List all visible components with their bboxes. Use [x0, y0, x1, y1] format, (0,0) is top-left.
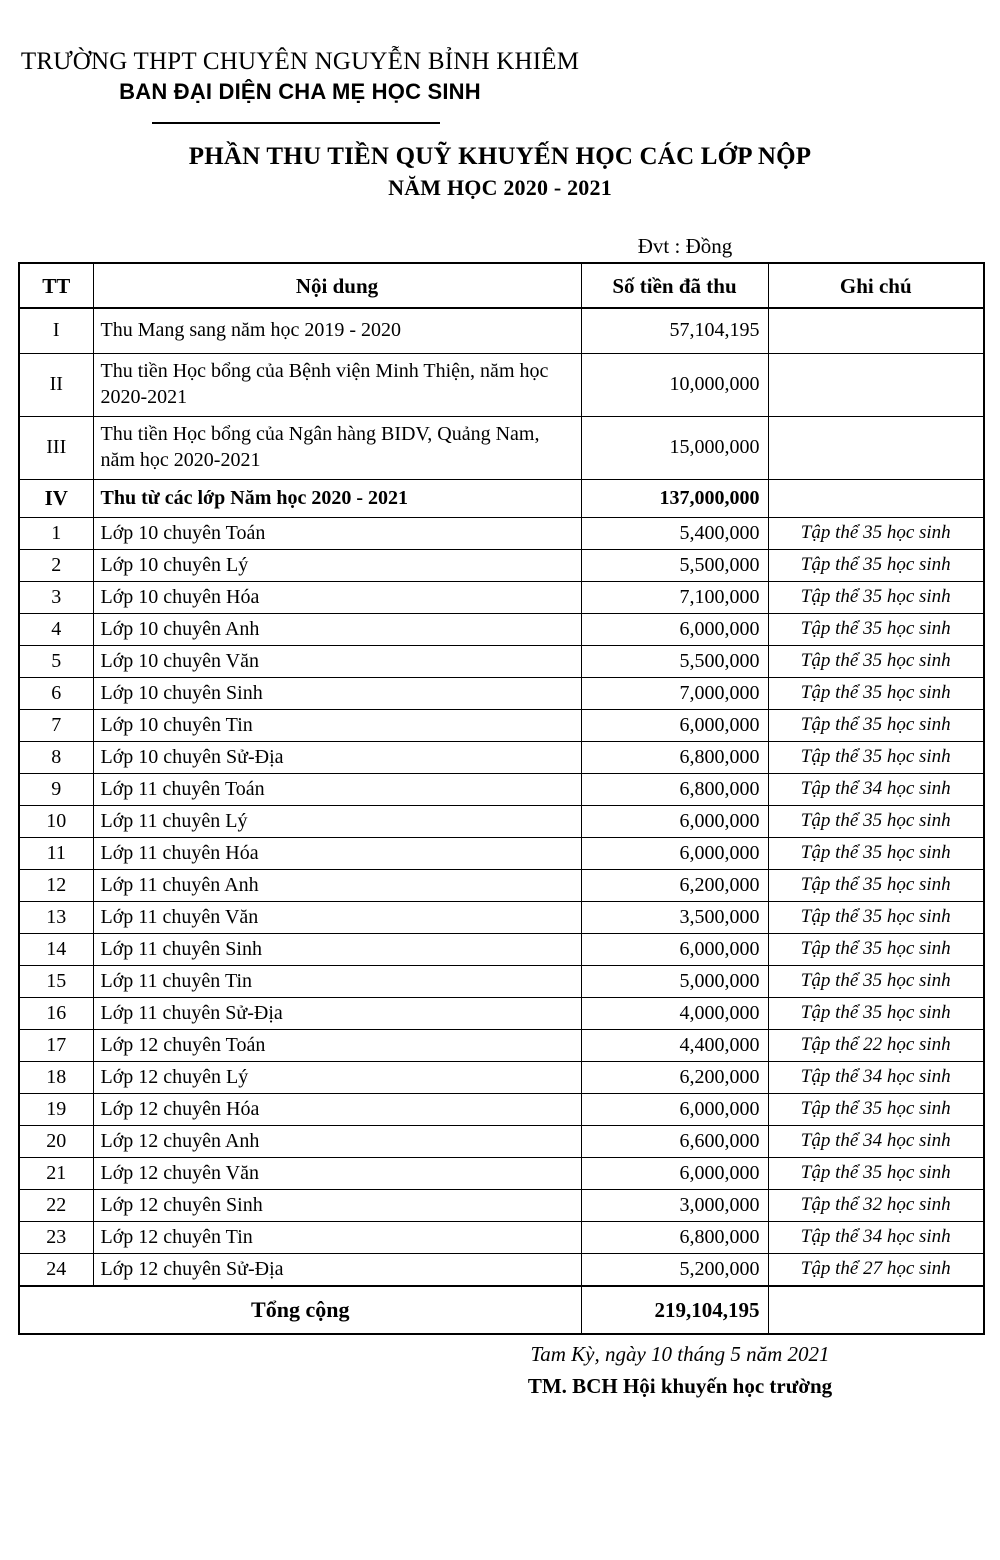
column-header-amount: Số tiền đã thu	[581, 263, 768, 308]
row-amount-cell: 6,800,000	[581, 774, 768, 806]
column-header-note: Ghi chú	[768, 263, 984, 308]
row-content-cell: Lớp 10 chuyên Anh	[93, 614, 581, 646]
row-index-cell: 8	[19, 742, 93, 774]
row-index-cell: 4	[19, 614, 93, 646]
row-index-cell: 16	[19, 998, 93, 1030]
row-content-cell: Lớp 11 chuyên Toán	[93, 774, 581, 806]
table-row	[19, 480, 984, 518]
column-header-tt: TT	[19, 263, 93, 308]
row-content-cell: Lớp 11 chuyên Lý	[93, 806, 581, 838]
row-index-cell: 9	[19, 774, 93, 806]
row-note-cell: Tập thể 35 học sinh	[768, 710, 984, 742]
row-note-cell: Tập thể 35 học sinh	[768, 614, 984, 646]
row-content-cell: Lớp 12 chuyên Toán	[93, 1030, 581, 1062]
row-amount-cell: 4,000,000	[581, 998, 768, 1030]
table-row	[19, 417, 984, 480]
table-foot	[19, 1286, 984, 1334]
row-amount-cell: 15,000,000	[581, 417, 768, 480]
row-note-cell	[768, 354, 984, 417]
document-title	[0, 142, 1000, 201]
row-note-cell: Tập thể 35 học sinh	[768, 966, 984, 998]
row-amount-cell: 6,000,000	[581, 1158, 768, 1190]
table-row	[19, 710, 984, 742]
row-index-cell: 1	[19, 518, 93, 550]
row-index-cell: 6	[19, 678, 93, 710]
signature-block	[420, 1340, 940, 1401]
table-row	[19, 1254, 984, 1287]
row-note-cell	[768, 480, 984, 518]
table-row	[19, 806, 984, 838]
signature-role: TM. BCH Hội khuyến học trường	[527, 1374, 833, 1399]
table-row	[19, 518, 984, 550]
row-amount-cell: 6,000,000	[581, 710, 768, 742]
row-index-cell: III	[19, 417, 93, 480]
row-note-cell: Tập thể 34 học sinh	[768, 1222, 984, 1254]
row-index-cell: 22	[19, 1190, 93, 1222]
row-amount-cell: 5,200,000	[581, 1254, 768, 1287]
row-content-cell: Lớp 12 chuyên Văn	[93, 1158, 581, 1190]
row-content-cell: Thu Mang sang năm học 2019 - 2020	[93, 308, 581, 354]
row-note-cell: Tập thể 34 học sinh	[768, 1126, 984, 1158]
column-header-content: Nội dung	[93, 263, 581, 308]
row-amount-cell: 5,000,000	[581, 966, 768, 998]
row-content-cell: Thu từ các lớp Năm học 2020 - 2021	[93, 480, 581, 518]
table-head	[19, 263, 984, 308]
row-content-cell: Lớp 11 chuyên Hóa	[93, 838, 581, 870]
table-row	[19, 1062, 984, 1094]
row-index-cell: 24	[19, 1254, 93, 1287]
table-row	[19, 308, 984, 354]
row-note-cell: Tập thể 35 học sinh	[768, 518, 984, 550]
table-row	[19, 1190, 984, 1222]
row-note-cell: Tập thể 35 học sinh	[768, 902, 984, 934]
row-note-cell: Tập thể 22 học sinh	[768, 1030, 984, 1062]
row-amount-cell: 5,400,000	[581, 518, 768, 550]
table-row	[19, 614, 984, 646]
table-row	[19, 902, 984, 934]
row-note-cell: Tập thể 35 học sinh	[768, 934, 984, 966]
row-content-cell: Lớp 11 chuyên Sử-Địa	[93, 998, 581, 1030]
row-index-cell: 5	[19, 646, 93, 678]
row-content-cell: Lớp 11 chuyên Sinh	[93, 934, 581, 966]
row-amount-cell: 6,000,000	[581, 806, 768, 838]
row-content-cell: Lớp 11 chuyên Văn	[93, 902, 581, 934]
row-index-cell: 2	[19, 550, 93, 582]
row-amount-cell: 7,100,000	[581, 582, 768, 614]
row-content-cell: Lớp 10 chuyên Lý	[93, 550, 581, 582]
table-row	[19, 934, 984, 966]
row-index-cell: 10	[19, 806, 93, 838]
row-amount-cell: 6,000,000	[581, 838, 768, 870]
row-amount-cell: 6,800,000	[581, 742, 768, 774]
row-content-cell: Lớp 11 chuyên Tin	[93, 966, 581, 998]
table-row	[19, 1094, 984, 1126]
row-note-cell: Tập thể 35 học sinh	[768, 838, 984, 870]
row-content-cell: Lớp 12 chuyên Hóa	[93, 1094, 581, 1126]
row-amount-cell: 137,000,000	[581, 480, 768, 518]
table-header-row	[19, 263, 984, 308]
page-title: PHẦN THU TIỀN QUỸ KHUYẾN HỌC CÁC LỚP NỘP	[188, 143, 812, 170]
row-index-cell: 15	[19, 966, 93, 998]
row-content-cell: Lớp 10 chuyên Sử-Địa	[93, 742, 581, 774]
row-amount-cell: 6,000,000	[581, 1094, 768, 1126]
row-content-cell: Lớp 12 chuyên Tin	[93, 1222, 581, 1254]
row-note-cell: Tập thể 35 học sinh	[768, 870, 984, 902]
row-amount-cell: 6,000,000	[581, 614, 768, 646]
currency-unit-note: Đvt : Đồng	[637, 234, 733, 258]
row-amount-cell: 7,000,000	[581, 678, 768, 710]
table-body	[19, 308, 984, 1286]
table-row	[19, 870, 984, 902]
row-amount-cell: 3,000,000	[581, 1190, 768, 1222]
row-amount-cell: 3,500,000	[581, 902, 768, 934]
board-name: BAN ĐẠI DIỆN CHA MẸ HỌC SINH	[119, 78, 481, 104]
row-amount-cell: 57,104,195	[581, 308, 768, 354]
row-index-cell: 23	[19, 1222, 93, 1254]
row-content-cell: Lớp 12 chuyên Anh	[93, 1126, 581, 1158]
row-note-cell: Tập thể 35 học sinh	[768, 806, 984, 838]
table-row	[19, 838, 984, 870]
row-note-cell	[768, 417, 984, 480]
fund-collection-table	[18, 262, 985, 1335]
table-row	[19, 678, 984, 710]
table-row	[19, 1030, 984, 1062]
row-content-cell: Lớp 11 chuyên Anh	[93, 870, 581, 902]
row-note-cell: Tập thể 27 học sinh	[768, 1254, 984, 1287]
row-index-cell: 11	[19, 838, 93, 870]
table-row	[19, 550, 984, 582]
row-index-cell: 7	[19, 710, 93, 742]
row-note-cell: Tập thể 35 học sinh	[768, 582, 984, 614]
row-note-cell: Tập thể 35 học sinh	[768, 678, 984, 710]
row-amount-cell: 4,400,000	[581, 1030, 768, 1062]
row-content-cell: Lớp 10 chuyên Toán	[93, 518, 581, 550]
table-row	[19, 646, 984, 678]
row-amount-cell: 6,800,000	[581, 1222, 768, 1254]
table-row	[19, 1222, 984, 1254]
row-amount-cell: 10,000,000	[581, 354, 768, 417]
row-content-cell: Lớp 10 chuyên Sinh	[93, 678, 581, 710]
row-note-cell: Tập thể 35 học sinh	[768, 742, 984, 774]
row-amount-cell: 6,200,000	[581, 870, 768, 902]
row-index-cell: 20	[19, 1126, 93, 1158]
row-note-cell: Tập thể 35 học sinh	[768, 646, 984, 678]
row-note-cell: Tập thể 35 học sinh	[768, 1094, 984, 1126]
row-note-cell: Tập thể 34 học sinh	[768, 774, 984, 806]
row-amount-cell: 5,500,000	[581, 550, 768, 582]
table-row	[19, 774, 984, 806]
row-index-cell: 18	[19, 1062, 93, 1094]
page-subtitle: NĂM HỌC 2020 - 2021	[388, 175, 612, 200]
table-row	[19, 742, 984, 774]
row-amount-cell: 6,200,000	[581, 1062, 768, 1094]
row-note-cell	[768, 308, 984, 354]
total-amount: 219,104,195	[581, 1286, 768, 1334]
row-content-cell: Lớp 12 chuyên Sử-Địa	[93, 1254, 581, 1287]
row-amount-cell: 6,000,000	[581, 934, 768, 966]
row-amount-cell: 5,500,000	[581, 646, 768, 678]
row-index-cell: 21	[19, 1158, 93, 1190]
row-content-cell: Lớp 12 chuyên Sinh	[93, 1190, 581, 1222]
total-label: Tổng cộng	[19, 1286, 581, 1334]
row-content-cell: Lớp 10 chuyên Hóa	[93, 582, 581, 614]
table-row	[19, 998, 984, 1030]
letterhead	[0, 48, 600, 104]
row-index-cell: 12	[19, 870, 93, 902]
row-index-cell: 3	[19, 582, 93, 614]
letterhead-underline	[152, 122, 440, 124]
row-note-cell: Tập thể 35 học sinh	[768, 998, 984, 1030]
row-index-cell: II	[19, 354, 93, 417]
board-name-wrap	[0, 79, 600, 104]
school-name: TRƯỜNG THPT CHUYÊN NGUYỄN BỈNH KHIÊM	[20, 48, 580, 75]
table-row	[19, 1158, 984, 1190]
row-note-cell: Tập thể 35 học sinh	[768, 550, 984, 582]
row-index-cell: 14	[19, 934, 93, 966]
table-row	[19, 1126, 984, 1158]
row-content-cell: Lớp 10 chuyên Văn	[93, 646, 581, 678]
row-index-cell: 19	[19, 1094, 93, 1126]
row-content-cell: Lớp 12 chuyên Lý	[93, 1062, 581, 1094]
row-note-cell: Tập thể 35 học sinh	[768, 1158, 984, 1190]
row-index-cell: I	[19, 308, 93, 354]
row-index-cell: 17	[19, 1030, 93, 1062]
row-amount-cell: 6,600,000	[581, 1126, 768, 1158]
total-note	[768, 1286, 984, 1334]
row-index-cell: IV	[19, 480, 93, 518]
row-content-cell: Thu tiền Học bổng của Ngân hàng BIDV, Quảng Nam, năm học 2020-2021	[93, 417, 581, 480]
table-row	[19, 354, 984, 417]
row-note-cell: Tập thể 32 học sinh	[768, 1190, 984, 1222]
table-row	[19, 582, 984, 614]
table-row	[19, 966, 984, 998]
signature-place-date: Tam Kỳ, ngày 10 tháng 5 năm 2021	[530, 1342, 830, 1366]
row-index-cell: 13	[19, 902, 93, 934]
total-row	[19, 1286, 984, 1334]
row-content-cell: Thu tiền Học bổng của Bệnh viện Minh Thiện, năm học 2020-2021	[93, 354, 581, 417]
row-note-cell: Tập thể 34 học sinh	[768, 1062, 984, 1094]
row-content-cell: Lớp 10 chuyên Tin	[93, 710, 581, 742]
